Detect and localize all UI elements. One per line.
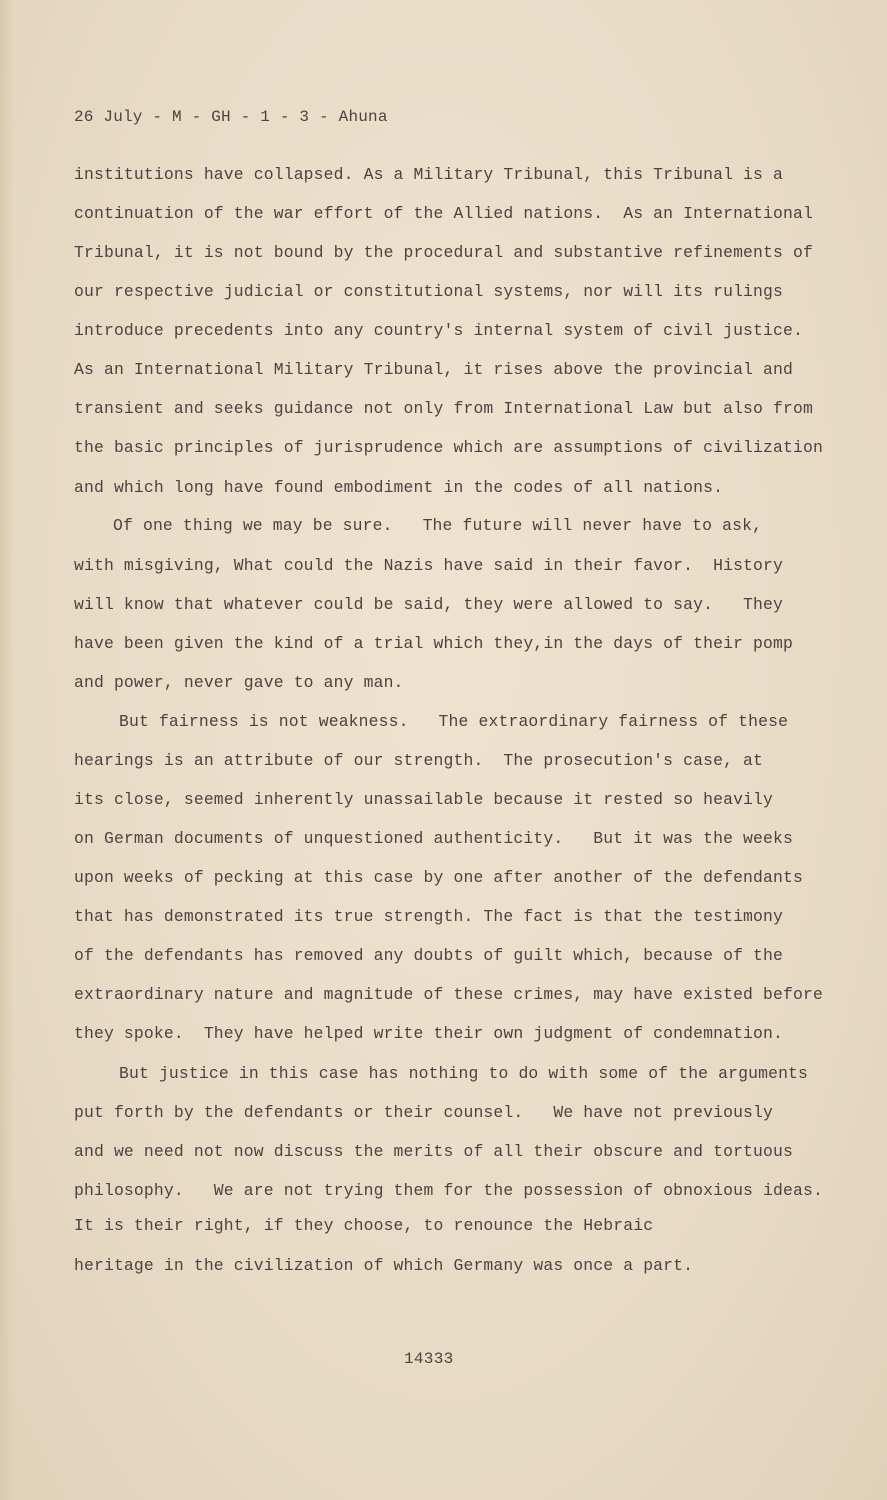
- text-line: introduce precedents into any country's internal system of civil justice.: [74, 321, 803, 340]
- text-line: have been given the kind of a trial which they,in the days of their pomp: [74, 634, 793, 653]
- text-line: put forth by the defendants or their counsel. We have not previously: [74, 1103, 774, 1122]
- text-line: and which long have found embodiment in the codes of all nations.: [74, 478, 724, 497]
- text-line: they spoke. They have helped write their own judgment of condemnation.: [74, 1024, 784, 1043]
- text-line: on German documents of unquestioned authenticity. But it was the weeks: [74, 829, 793, 848]
- text-line: As an International Military Tribunal, it rises above the provincial and: [74, 360, 793, 379]
- text-line: of the defendants has removed any doubts of guilt which, because of the: [74, 946, 784, 965]
- text-line: transient and seeks guidance not only from International Law but also from: [74, 399, 813, 418]
- text-line: its close, seemed inherently unassailable because it rested so heavily: [74, 790, 774, 809]
- text-line: institutions have collapsed. As a Military Tribunal, this Tribunal is a: [74, 165, 784, 184]
- text-line: extraordinary nature and magnitude of these crimes, may have existed before: [74, 985, 823, 1004]
- text-line: Of one thing we may be sure. The future will never have to ask,: [113, 516, 763, 535]
- text-line: that has demonstrated its true strength. The fact is that the testimony: [74, 907, 784, 926]
- text-line: with misgiving, What could the Nazis have said in their favor. History: [74, 556, 784, 575]
- text-line: But justice in this case has nothing to do with some of the arguments: [119, 1064, 809, 1083]
- text-line: will know that whatever could be said, they were allowed to say. They: [74, 595, 784, 614]
- page-header: 26 July - M - GH - 1 - 3 - Ahuna: [74, 108, 388, 126]
- text-line: It is their right, if they choose, to renounce the Hebraic: [74, 1216, 654, 1235]
- paper-edge-shadow: [0, 0, 14, 1500]
- text-line: But fairness is not weakness. The extraordinary fairness of these: [119, 712, 789, 731]
- text-line: and we need not now discuss the merits of all their obscure and tortuous: [74, 1142, 793, 1161]
- text-line: philosophy. We are not trying them for the possession of obnoxious ideas.: [74, 1181, 823, 1200]
- text-line: and power, never gave to any man.: [74, 673, 404, 692]
- text-line: heritage in the civilization of which Germany was once a part.: [74, 1256, 694, 1275]
- text-line: hearings is an attribute of our strength. The prosecution's case, at: [74, 751, 764, 770]
- page-number: 14333: [404, 1350, 454, 1368]
- text-line: the basic principles of jurisprudence which are assumptions of civilization: [74, 438, 823, 457]
- text-line: Tribunal, it is not bound by the procedural and substantive refinements of: [74, 243, 813, 262]
- text-line: our respective judicial or constitutional systems, nor will its rulings: [74, 282, 784, 301]
- text-line: upon weeks of pecking at this case by one after another of the defendants: [74, 868, 803, 887]
- text-line: continuation of the war effort of the Allied nations. As an International: [74, 204, 813, 223]
